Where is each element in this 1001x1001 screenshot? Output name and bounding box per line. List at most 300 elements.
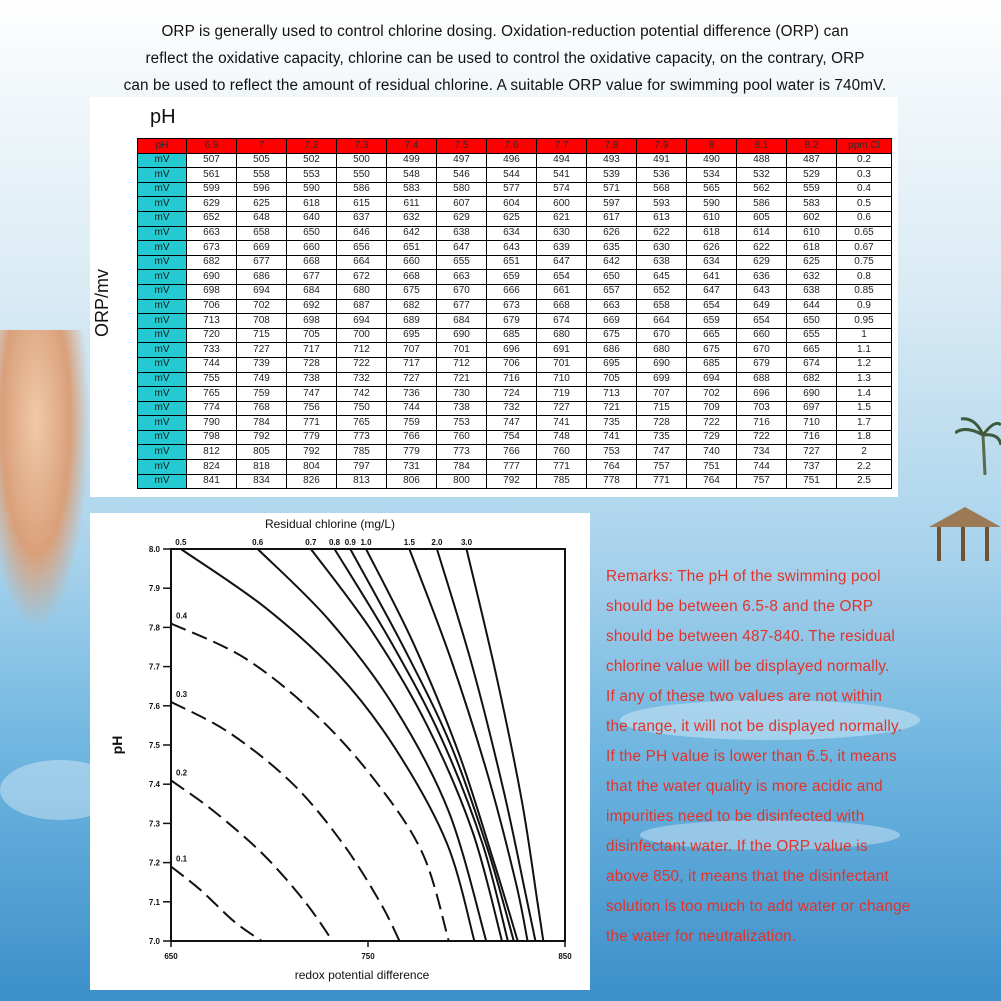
table-unit-cell: mV: [138, 255, 187, 270]
table-cell: 784: [437, 460, 487, 475]
table-cell: 729: [687, 430, 737, 445]
table-cell: 703: [737, 401, 787, 416]
table-unit-cell: mV: [138, 299, 187, 314]
table-cell: 650: [787, 314, 837, 329]
table-cell: 630: [537, 226, 587, 241]
table-cell: 490: [687, 153, 737, 168]
table-cell: 657: [587, 284, 637, 299]
table-cell: 626: [587, 226, 637, 241]
table-row: [138, 401, 892, 416]
y-tick-label: 8.0: [148, 545, 160, 554]
table-cell: 774: [187, 401, 237, 416]
table-cell: 0.6: [837, 211, 892, 226]
table-cell: 680: [637, 343, 687, 358]
table-cell: 677: [287, 270, 337, 285]
table-cell: 590: [287, 182, 337, 197]
table-cell: 728: [637, 416, 687, 431]
table-cell: 813: [337, 474, 387, 489]
table-cell: 669: [587, 314, 637, 329]
table-cell: 655: [437, 255, 487, 270]
series-line-1.0: [366, 549, 518, 941]
table-cell: 690: [787, 387, 837, 402]
table-cell: 826: [287, 474, 337, 489]
table-cell: 806: [387, 474, 437, 489]
table-cell: 536: [637, 168, 687, 183]
table-cell: 586: [337, 182, 387, 197]
table-cell: 675: [387, 284, 437, 299]
table-cell: 665: [787, 343, 837, 358]
table-cell: 733: [187, 343, 237, 358]
table-cell: 700: [337, 328, 387, 343]
table-cell: 615: [337, 197, 387, 212]
table-unit-cell: mV: [138, 211, 187, 226]
series-line-0.5: [181, 549, 475, 941]
table-unit-cell: mV: [138, 270, 187, 285]
y-tick-label: 7.4: [148, 780, 160, 790]
table-cell: 812: [187, 445, 237, 460]
table-cell: 741: [537, 416, 587, 431]
table-cell: 670: [637, 328, 687, 343]
table-header-cell: 7.5: [437, 139, 487, 154]
table-cell: 618: [687, 226, 737, 241]
table-cell: 694: [687, 372, 737, 387]
table-cell: 660: [387, 255, 437, 270]
table-cell: 675: [687, 343, 737, 358]
table-cell: 654: [737, 314, 787, 329]
table-cell: 583: [387, 182, 437, 197]
table-cell: 661: [537, 284, 587, 299]
table-cell: 705: [287, 328, 337, 343]
table-unit-cell: mV: [138, 226, 187, 241]
table-unit-cell: mV: [138, 197, 187, 212]
table-cell: 651: [387, 241, 437, 256]
table-cell: 559: [787, 182, 837, 197]
table-cell: 798: [187, 430, 237, 445]
table-cell: 658: [237, 226, 287, 241]
table-cell: 660: [737, 328, 787, 343]
table-cell: 706: [187, 299, 237, 314]
table-cell: 721: [587, 401, 637, 416]
series-label: 0.7: [305, 538, 317, 547]
table-cell: 507: [187, 153, 237, 168]
table-cell: 755: [187, 372, 237, 387]
table-cell: 740: [687, 445, 737, 460]
beach-hut-icon: [925, 505, 1001, 565]
table-cell: 765: [337, 416, 387, 431]
table-cell: 625: [487, 211, 537, 226]
table-cell: 759: [237, 387, 287, 402]
table-cell: 0.67: [837, 241, 892, 256]
table-cell: 634: [487, 226, 537, 241]
table-cell: 800: [437, 474, 487, 489]
table-cell: 713: [587, 387, 637, 402]
table-row: [138, 474, 892, 489]
table-cell: 766: [487, 445, 537, 460]
chart-plot-frame: [171, 549, 565, 941]
table-cell: 577: [487, 182, 537, 197]
series-label: 0.3: [176, 689, 188, 699]
table-cell: 754: [487, 430, 537, 445]
table-cell: 558: [237, 168, 287, 183]
table-row: [138, 153, 892, 168]
table-cell: 574: [537, 182, 587, 197]
series-label: 1.5: [403, 538, 415, 547]
table-cell: 727: [787, 445, 837, 460]
table-cell: 670: [737, 343, 787, 358]
table-cell: 792: [287, 445, 337, 460]
table-cell: 497: [437, 153, 487, 168]
remarks-line: that the water quality is more acidic and: [606, 778, 883, 795]
table-cell: 645: [637, 270, 687, 285]
series-label: 0.6: [252, 538, 264, 547]
table-unit-cell: mV: [138, 474, 187, 489]
orp-ph-table-panel: [90, 97, 898, 497]
table-cell: 730: [437, 387, 487, 402]
table-cell: 593: [637, 197, 687, 212]
table-cell: 735: [587, 416, 637, 431]
table-cell: 708: [237, 314, 287, 329]
series-label: 0.4: [176, 611, 188, 621]
table-header-cell: 7.4: [387, 139, 437, 154]
table-cell: 541: [537, 168, 587, 183]
series-label: 0.2: [176, 768, 188, 778]
table-cell: 705: [587, 372, 637, 387]
table-cell: 765: [187, 387, 237, 402]
table-cell: 778: [587, 474, 637, 489]
table-cell: 0.85: [837, 284, 892, 299]
series-line-0.7: [311, 549, 502, 941]
table-cell: 629: [737, 255, 787, 270]
table-cell: 651: [487, 255, 537, 270]
table-cell: 650: [287, 226, 337, 241]
table-cell: 744: [737, 460, 787, 475]
table-cell: 766: [387, 430, 437, 445]
table-cell: 764: [587, 460, 637, 475]
table-cell: 744: [187, 357, 237, 372]
table-cell: 644: [787, 299, 837, 314]
table-cell: 690: [437, 328, 487, 343]
table-header-cell: 7.6: [487, 139, 537, 154]
table-cell: 505: [237, 153, 287, 168]
table-cell: 1.4: [837, 387, 892, 402]
table-cell: 668: [387, 270, 437, 285]
table-cell: 734: [737, 445, 787, 460]
table-cell: 670: [437, 284, 487, 299]
series-line-0.8: [335, 549, 508, 941]
table-cell: 1.8: [837, 430, 892, 445]
series-line-1.5: [409, 549, 527, 941]
table-cell: 632: [787, 270, 837, 285]
swimmer-photo: [0, 330, 90, 630]
table-cell: 706: [487, 357, 537, 372]
table-cell: 1.5: [837, 401, 892, 416]
table-cell: 660: [287, 241, 337, 256]
remarks-line: impurities need to be disinfected with: [606, 808, 865, 825]
x-tick-label: 850: [558, 952, 572, 961]
table-cell: 672: [337, 270, 387, 285]
table-cell: 544: [487, 168, 537, 183]
table-cell: 756: [287, 401, 337, 416]
table-cell: 710: [537, 372, 587, 387]
table-cell: 747: [637, 445, 687, 460]
table-cell: 771: [537, 460, 587, 475]
table-cell: 747: [487, 416, 537, 431]
chlorine-chart-panel: [90, 513, 590, 990]
table-cell: 696: [487, 343, 537, 358]
table-cell: 496: [487, 153, 537, 168]
table-cell: 613: [637, 211, 687, 226]
table-cell: 610: [687, 211, 737, 226]
table-orp-axis-label: ORP/mv: [92, 268, 112, 337]
table-cell: 611: [387, 197, 437, 212]
table-cell: 659: [687, 314, 737, 329]
table-cell: 717: [387, 357, 437, 372]
table-cell: 735: [637, 430, 687, 445]
table-cell: 701: [537, 357, 587, 372]
series-line-0.6: [258, 549, 487, 941]
table-cell: 750: [337, 401, 387, 416]
table-unit-cell: mV: [138, 314, 187, 329]
table-cell: 707: [387, 343, 437, 358]
table-cell: 638: [637, 255, 687, 270]
table-cell: 640: [287, 211, 337, 226]
table-cell: 610: [787, 226, 837, 241]
table-cell: 654: [687, 299, 737, 314]
table-cell: 792: [487, 474, 537, 489]
table-header-cell: 7: [237, 139, 287, 154]
table-cell: 652: [187, 211, 237, 226]
table-cell: 0.3: [837, 168, 892, 183]
table-cell: 1.2: [837, 357, 892, 372]
table-cell: 741: [587, 430, 637, 445]
table-cell: 797: [337, 460, 387, 475]
table-cell: 690: [187, 270, 237, 285]
table-unit-cell: mV: [138, 168, 187, 183]
table-cell: 652: [637, 284, 687, 299]
table-cell: 562: [737, 182, 787, 197]
table-header-cell: 8: [687, 139, 737, 154]
table-cell: 677: [437, 299, 487, 314]
table-cell: 673: [187, 241, 237, 256]
table-cell: 719: [537, 387, 587, 402]
table-cell: 685: [487, 328, 537, 343]
table-row: [138, 182, 892, 197]
table-cell: 841: [187, 474, 237, 489]
table-cell: 548: [387, 168, 437, 183]
table-cell: 596: [237, 182, 287, 197]
chart-title: Residual chlorine (mg/L): [264, 517, 396, 531]
y-tick-label: 7.2: [148, 858, 160, 868]
table-cell: 785: [337, 445, 387, 460]
table-cell: 502: [287, 153, 337, 168]
table-cell: 686: [587, 343, 637, 358]
y-tick-label: 7.8: [148, 623, 160, 633]
table-cell: 698: [287, 314, 337, 329]
table-cell: 684: [437, 314, 487, 329]
table-header-cell: 7.3: [337, 139, 387, 154]
table-cell: 539: [587, 168, 637, 183]
table-cell: 680: [537, 328, 587, 343]
table-cell: 643: [737, 284, 787, 299]
table-cell: 682: [187, 255, 237, 270]
table-cell: 764: [687, 474, 737, 489]
table-cell: 728: [287, 357, 337, 372]
table-cell: 604: [487, 197, 537, 212]
table-cell: 646: [337, 226, 387, 241]
table-unit-cell: mV: [138, 460, 187, 475]
table-unit-cell: mV: [138, 387, 187, 402]
table-cell: 641: [687, 270, 737, 285]
table-row: [138, 255, 892, 270]
table-cell: 685: [687, 357, 737, 372]
table-cell: 679: [737, 357, 787, 372]
table-cell: 732: [487, 401, 537, 416]
series-label: 2.0: [431, 538, 443, 547]
table-cell: 675: [587, 328, 637, 343]
table-cell: 669: [237, 241, 287, 256]
table-cell: 702: [237, 299, 287, 314]
table-cell: 699: [637, 372, 687, 387]
table-cell: 760: [537, 445, 587, 460]
table-cell: 682: [387, 299, 437, 314]
table-cell: 768: [237, 401, 287, 416]
table-cell: 727: [387, 372, 437, 387]
table-cell: 565: [687, 182, 737, 197]
table-cell: 702: [687, 387, 737, 402]
table-cell: 655: [787, 328, 837, 343]
table-cell: 1: [837, 328, 892, 343]
table-cell: 654: [537, 270, 587, 285]
table-cell: 663: [587, 299, 637, 314]
table-cell: 679: [487, 314, 537, 329]
table-cell: 0.5: [837, 197, 892, 212]
table-cell: 694: [237, 284, 287, 299]
table-cell: 666: [487, 284, 537, 299]
table-cell: 621: [537, 211, 587, 226]
table-cell: 673: [487, 299, 537, 314]
table-cell: 648: [237, 211, 287, 226]
y-tick-label: 7.0: [148, 937, 160, 946]
table-cell: 629: [187, 197, 237, 212]
table-row: [138, 357, 892, 372]
table-cell: 2: [837, 445, 892, 460]
table-unit-cell: mV: [138, 416, 187, 431]
table-cell: 738: [287, 372, 337, 387]
palm-tree-icon: [955, 415, 1001, 475]
table-cell: 785: [537, 474, 587, 489]
table-row: [138, 270, 892, 285]
table-cell: 632: [387, 211, 437, 226]
table-cell: 686: [237, 270, 287, 285]
table-cell: 607: [437, 197, 487, 212]
table-cell: 712: [437, 357, 487, 372]
table-cell: 692: [287, 299, 337, 314]
table-cell: 0.9: [837, 299, 892, 314]
table-header-row: [138, 139, 892, 154]
table-row: [138, 168, 892, 183]
table-row: [138, 314, 892, 329]
table-cell: 760: [437, 430, 487, 445]
table-header-cell: 7.8: [587, 139, 637, 154]
series-line-0.1: [171, 867, 262, 941]
table-cell: 590: [687, 197, 737, 212]
table-header-cell: ppm Cl: [837, 139, 892, 154]
table-cell: 680: [337, 284, 387, 299]
table-cell: 698: [187, 284, 237, 299]
table-cell: 635: [587, 241, 637, 256]
table-row: [138, 284, 892, 299]
table-cell: 546: [437, 168, 487, 183]
table-cell: 710: [787, 416, 837, 431]
table-row: [138, 299, 892, 314]
table-cell: 738: [437, 401, 487, 416]
table-cell: 0.8: [837, 270, 892, 285]
table-cell: 771: [637, 474, 687, 489]
table-cell: 697: [787, 401, 837, 416]
table-cell: 716: [737, 416, 787, 431]
series-label: 1.0: [360, 538, 372, 547]
table-row: [138, 372, 892, 387]
table-cell: 602: [787, 211, 837, 226]
table-cell: 773: [337, 430, 387, 445]
table-cell: 550: [337, 168, 387, 183]
y-tick-label: 7.9: [148, 584, 160, 594]
table-ph-title: pH: [150, 106, 176, 128]
table-cell: 571: [587, 182, 637, 197]
table-cell: 647: [437, 241, 487, 256]
table-header-cell: 7.2: [287, 139, 337, 154]
table-unit-cell: mV: [138, 401, 187, 416]
x-tick-label: 650: [164, 952, 178, 961]
table-cell: 748: [537, 430, 587, 445]
table-cell: 739: [237, 357, 287, 372]
remarks-line: the range, it will not be displayed normally.: [606, 718, 903, 735]
table-cell: 622: [737, 241, 787, 256]
table-cell: 626: [687, 241, 737, 256]
table-cell: 0.2: [837, 153, 892, 168]
table-cell: 834: [237, 474, 287, 489]
table-cell: 580: [437, 182, 487, 197]
table-header-cell: 7.7: [537, 139, 587, 154]
table-cell: 753: [437, 416, 487, 431]
table-cell: 597: [587, 197, 637, 212]
table-cell: 792: [237, 430, 287, 445]
table-cell: 586: [737, 197, 787, 212]
table-cell: 0.75: [837, 255, 892, 270]
remarks-line: disinfectant water. If the ORP value is: [606, 838, 868, 855]
table-cell: 663: [187, 226, 237, 241]
table-cell: 636: [737, 270, 787, 285]
table-cell: 494: [537, 153, 587, 168]
table-unit-cell: mV: [138, 182, 187, 197]
table-cell: 695: [387, 328, 437, 343]
table-unit-cell: mV: [138, 445, 187, 460]
remarks-line: If any of these two values are not within: [606, 688, 883, 705]
table-cell: 736: [387, 387, 437, 402]
table-cell: 668: [537, 299, 587, 314]
table-cell: 553: [287, 168, 337, 183]
table-cell: 659: [487, 270, 537, 285]
table-cell: 707: [637, 387, 687, 402]
table-cell: 664: [637, 314, 687, 329]
table-cell: 665: [687, 328, 737, 343]
series-label: 0.1: [176, 854, 188, 864]
intro-line: can be used to reflect the amount of residual chlorine. A suitable ORP value for swimming pool water is 740mV.: [123, 77, 887, 94]
table-cell: 779: [387, 445, 437, 460]
table-unit-cell: mV: [138, 284, 187, 299]
chart-y-axis-label: pH: [109, 735, 125, 755]
series-label: 0.8: [328, 538, 341, 547]
